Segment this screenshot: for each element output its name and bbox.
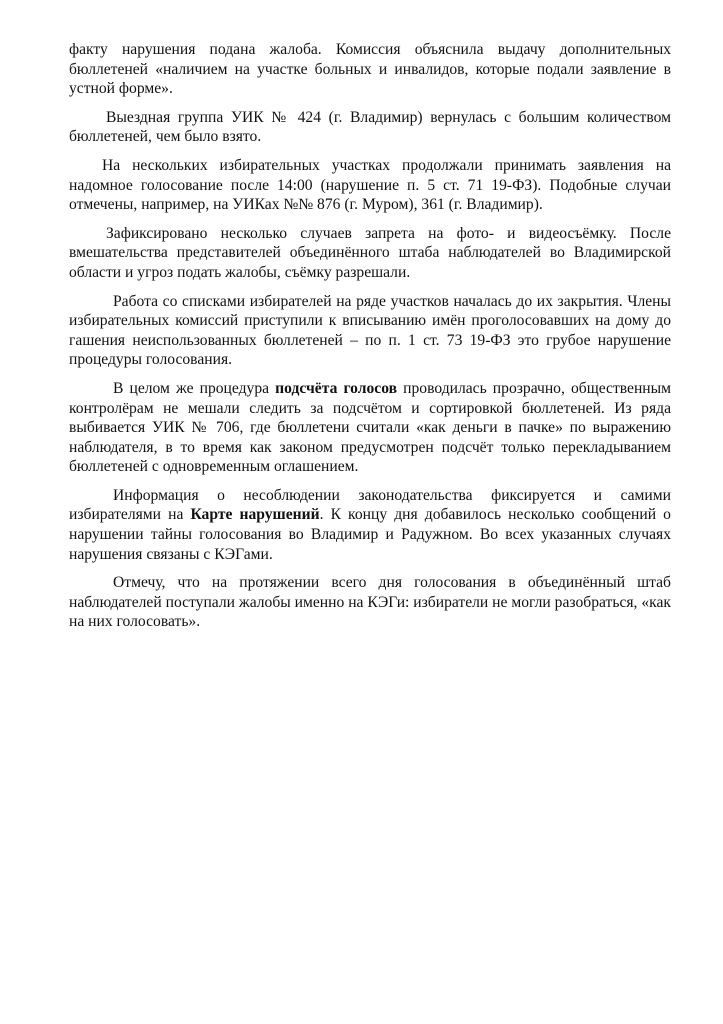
paragraph-voter-lists: Работа со списками избирателей на ряде участков началась до их закрытия. Члены избирательных комиссий приступили к вписыванию имён проголосовавших на дому до гашения неиспользованных бюллетеней – по п. 1 ст. 73 19-ФЗ это грубое нарушение процедуры голосования.	[69, 292, 671, 369]
paragraph-photo-ban: Зафиксировано несколько случаев запрета на фото- и видеосъёмку. После вмешательства представителей объединённого штаба наблюдателей во Владимирской области и угроз подать жалобы, съёмку разрешали.	[69, 224, 671, 281]
paragraph-mobile-group: Выездная группа УИК № 424 (г. Владимир) вернулась с большим количеством бюллетеней, чем было взято.	[69, 108, 671, 146]
violations-map-emphasis: Карте нарушений	[190, 506, 320, 524]
paragraph-violations-map-after: . К концу дня добавилось несколько сообщений о нарушении тайны голосования во Владимир и Радужном. Во всех указанных случаях нарушения связаны с КЭГами.	[69, 506, 671, 563]
paragraph-vote-count-after: проводилась прозрачно, общественным контролёрам не мешали следить за подсчётом и сортировкой бюллетеней. Из ряда выбивается УИК № 706, где бюллетени считали «как деньги в пачке» по выражению наблюдателя, в то время как законом предусмотрен подсчёт только перекладыванием бюллетеней с одновременным оглашением.	[69, 379, 671, 476]
paragraph-violations-map-before: Информация о несоблюдении законодательства фиксируется и самими избирателями на	[69, 486, 671, 524]
paragraph-keg-complaints: Отмечу, что на протяжении всего дня голосования в объединённый штаб наблюдателей поступали жалобы именно на КЭГи: избиратели не могли разобраться, «как на них голосовать».	[69, 574, 671, 631]
paragraph-violations-map	[69, 486, 671, 564]
paragraph-complaint-ballots: факту нарушения подана жалоба. Комиссия объяснила выдачу дополнительных бюллетеней «наличием на участке больных и инвалидов, которые подали заявление в устной форме».	[69, 41, 671, 98]
document-page	[69, 40, 671, 641]
paragraph-home-voting: На нескольких избирательных участках продолжали принимать заявления на надомное голосование после 14:00 (нарушение п. 5 ст. 71 19-ФЗ). Подобные случаи отмечены, например, на УИКах №№ 876 (г. Муром), 361 (г. Владимир).	[69, 156, 671, 214]
paragraph-vote-count-before: В целом же процедура	[113, 379, 276, 397]
vote-count-emphasis: подсчёта голосов	[275, 379, 398, 397]
paragraph-vote-count	[69, 379, 671, 477]
